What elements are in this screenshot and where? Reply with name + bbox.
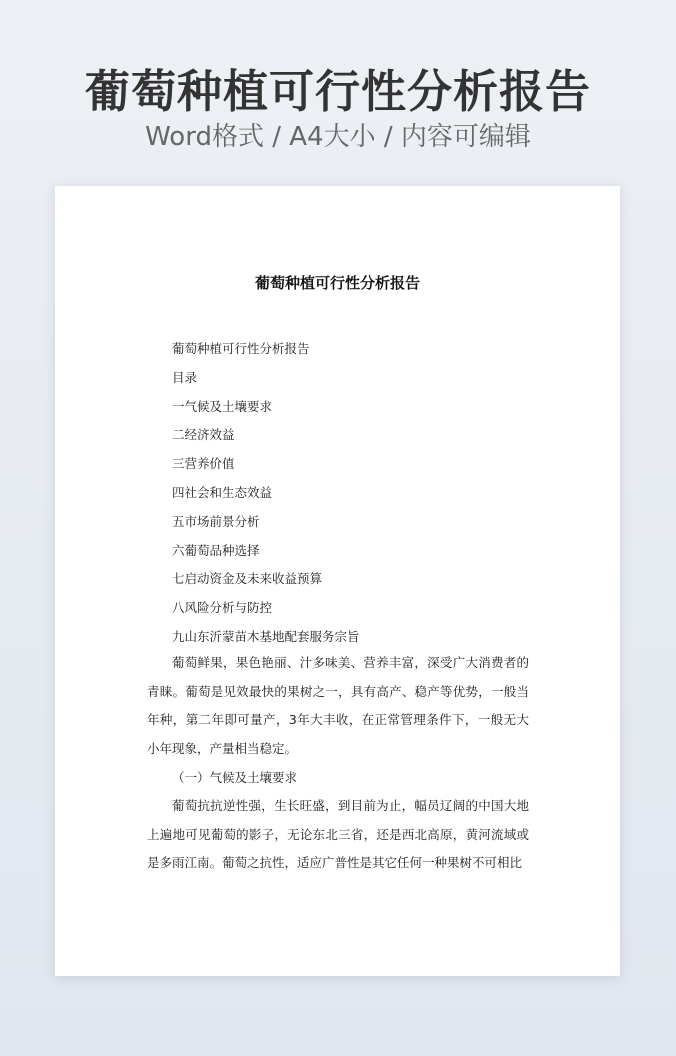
toc-item: 四社会和生态效益 <box>172 484 273 500</box>
toc-item: 三营养价值 <box>172 456 235 472</box>
toc-item: 目录 <box>172 369 198 385</box>
toc-item: 一气候及土壤要求 <box>172 398 273 414</box>
toc-item: 六葡萄品种选择 <box>172 542 260 558</box>
section-heading: （一）气候及土壤要求 <box>172 770 298 785</box>
toc-item: 二经济效益 <box>172 427 235 443</box>
table-of-contents <box>172 336 360 653</box>
document-title: 葡萄种植可行性分析报告 <box>254 274 420 292</box>
banner-title: 葡萄种植可行性分析报告 <box>84 65 591 118</box>
toc-item: 八风险分析与防控 <box>172 600 273 616</box>
toc-item: 五市场前景分析 <box>172 513 260 529</box>
intro-paragraph: 葡萄鲜果，果色艳丽、汁多味美、营养丰富，深受广大消费者的青睐。葡萄是见效最快的果树之一，具有高产、稳产等优势，一般当年种，第二年即可量产，3年大丰收，在正常管理条件下，一般无大小年现象，产量相当稳定。 <box>147 655 529 756</box>
toc-item: 葡萄种植可行性分析报告 <box>172 341 310 356</box>
section-paragraph: 葡萄抗抗逆性强，生长旺盛，到目前为止，幅员辽阔的中国大地上遍地可见葡萄的影子，无论东北三省，还是西北高原，黄河流域或是多雨江南。葡萄之抗性，适应广普性是其它任何一种果树不可相比 <box>147 798 529 871</box>
banner-subtitle: Word格式 / A4大小 / 内容可编辑 <box>145 122 531 152</box>
document-page <box>55 186 620 976</box>
toc-item: 九山东沂蒙苗木基地配套服务宗旨 <box>172 628 360 644</box>
toc-item: 七启动资金及未来收益预算 <box>172 571 323 587</box>
